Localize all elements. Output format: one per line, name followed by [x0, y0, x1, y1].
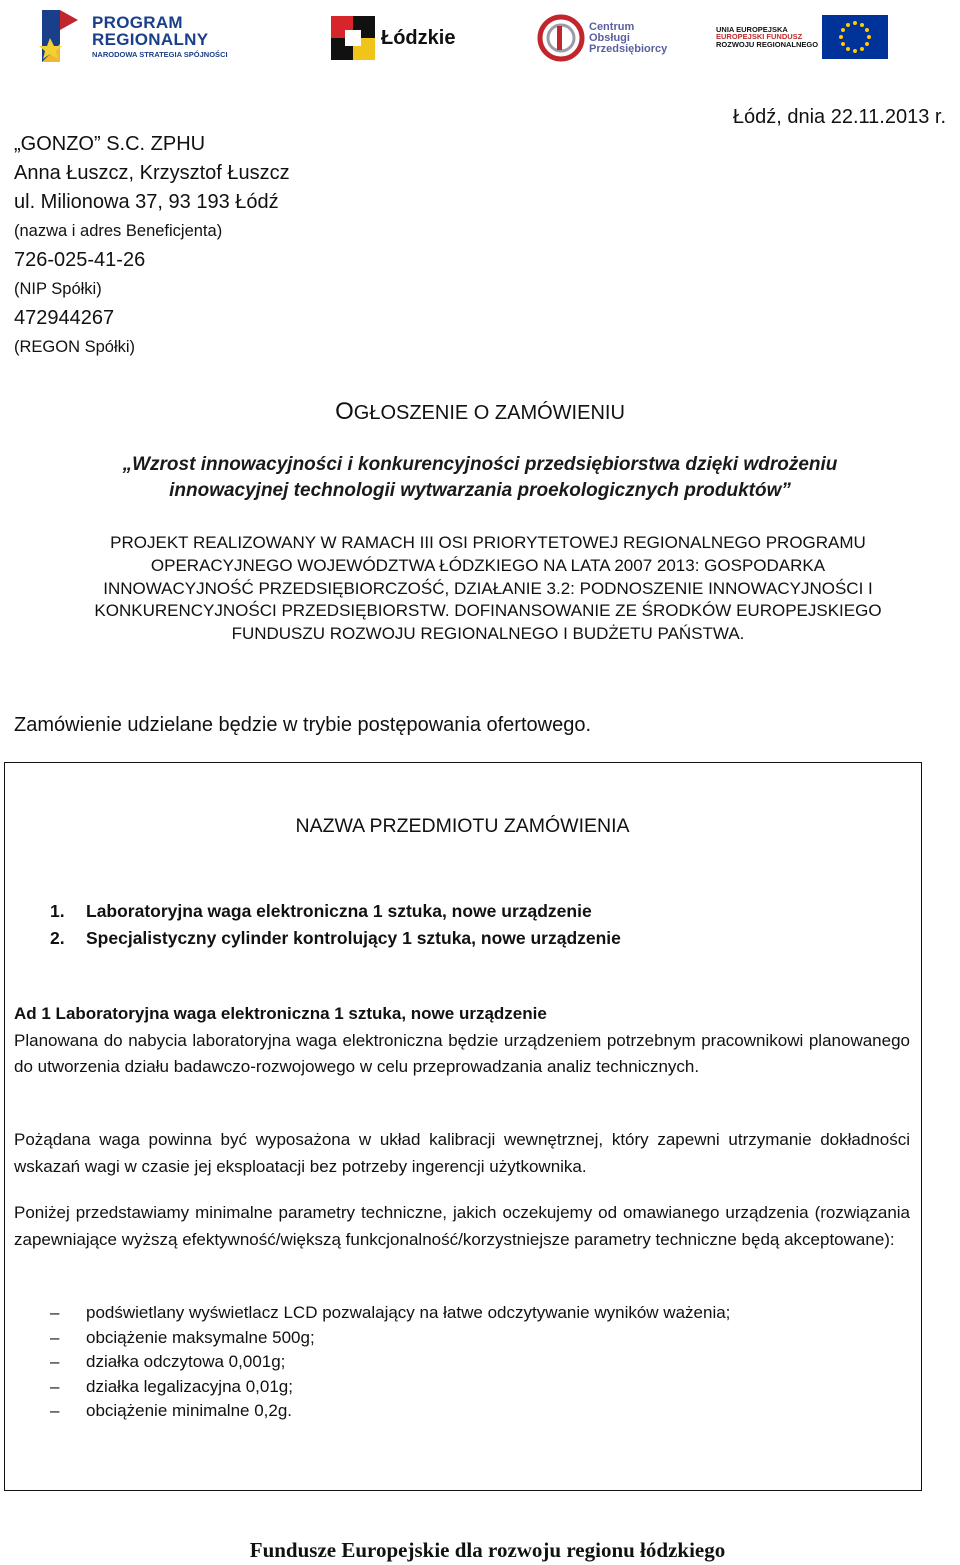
bullet-text: działka odczytowa 0,001g; — [86, 1352, 286, 1372]
order-subject-title: NAZWA PRZEDMIOTU ZAMÓWIENIA — [295, 815, 630, 837]
ad1-section — [14, 1001, 910, 1081]
program-regionalny-line3: NARODOWA STRATEGIA SPÓJNOŚCI — [92, 49, 228, 59]
bullet-dash: – — [50, 1303, 60, 1322]
document-date: Łódź, dnia 22.11.2013 r. — [732, 106, 946, 128]
bullet-text: obciążenie maksymalne 500g; — [86, 1327, 315, 1347]
project-name — [0, 452, 960, 504]
project-info-line1: PROJEKT REALIZOWANY W RAMACH III OSI PRIORYTETOWEJ REGIONALNEGO PROGRAMU — [110, 533, 866, 552]
title-rest: GŁOSZENIE O ZAMÓWIENIU — [353, 402, 625, 424]
ad1-paragraph2: Pożądana waga powinna być wyposażona w układ kalibracji wewnętrznej, który zapewni utrzymanie dokładności wskazań wagi w czasie jej eksploatacji bez potrzeby ingerencji użytkownika. — [14, 1130, 910, 1176]
lodzkie-logo — [331, 16, 455, 60]
address-label: (nazwa i adres Beneficjenta) — [14, 222, 223, 240]
bullet-dash: – — [50, 1376, 60, 1396]
eu-flag-icon — [822, 15, 888, 59]
ad1-heading: Ad 1 Laboratoryjna waga elektroniczna 1 sztuka, nowe urządzenie — [14, 1004, 547, 1023]
order-items-list — [50, 898, 621, 952]
owners-names: Anna Łuszcz, Krzysztof Łuszcz — [14, 162, 290, 184]
ue-logo — [716, 15, 888, 59]
program-regionalny-line2: REGIONALNY — [92, 29, 209, 49]
list-item — [50, 1326, 730, 1351]
lodzkie-emblem-icon — [331, 16, 375, 60]
project-info — [18, 532, 958, 646]
company-name: „GONZO” S.C. ZPHU — [14, 133, 206, 155]
ue-line1: UNIA EUROPEJSKA — [716, 24, 788, 34]
regon-label: (REGON Spółki) — [14, 338, 136, 356]
item-text: Laboratoryjna waga elektroniczna 1 sztuka, nowe urządzenie — [86, 901, 592, 921]
announcement-title — [0, 398, 960, 426]
cop-line1: Centrum — [589, 20, 635, 33]
nip-label: (NIP Spółki) — [14, 280, 102, 298]
list-item — [50, 1350, 730, 1375]
ue-line2: EUROPEJSKI FUNDUSZ — [716, 32, 803, 42]
cop-line3: Przedsiębiorcy — [589, 42, 668, 55]
procedure-mode: Zamówienie udzielane będzie w trybie postępowania ofertowego. — [14, 714, 592, 736]
ad1-paragraph1: Planowana do nabycia laboratoryjna waga elektroniczna będzie urządzeniem potrzebnym pracownikowi planowanego do utworzenia działu badawczo-rozwojowego w celu przeprowadzania analiz technicznych. — [14, 1030, 910, 1076]
logo-bar — [0, 0, 960, 75]
list-item — [50, 925, 621, 952]
title-first-letter: O — [335, 398, 354, 425]
project-name-line2: innowacyjnej technologii wytwarzania proekologicznych produktów” — [169, 480, 791, 501]
ue-line3: ROZWOJU REGIONALNEGO — [716, 39, 819, 49]
parameters-list — [50, 1301, 730, 1424]
lodzkie-text: Łódzkie — [381, 27, 456, 49]
company-address: ul. Milionowa 37, 93 193 Łódź — [14, 191, 279, 213]
regon-number: 472944267 — [14, 307, 115, 329]
bullet-text: podświetlany wyświetlacz LCD pozwalający na łatwe odczytywanie wyników ważenia; — [86, 1303, 731, 1322]
beneficiary-block — [14, 130, 290, 362]
item-number: 2. — [50, 928, 65, 948]
item-text: Specjalistyczny cylinder kontrolujący 1 sztuka, nowe urządzenie — [86, 928, 621, 948]
ad1-paragraph3: Poniżej przedstawiamy minimalne parametry techniczne, jakich oczekujemy od omawianego urządzenia (rozwiązania zapewniające wyższą efektywność/większą funkcjonalność/korzystniejsze parametry techniczne będą akceptowane): — [14, 1203, 910, 1249]
bullet-dash: – — [50, 1401, 60, 1421]
program-regionalny-line1: PROGRAM — [92, 12, 183, 32]
bullet-dash: – — [50, 1327, 60, 1347]
cop-logo — [537, 14, 667, 62]
project-info-line5: FUNDUSZU ROZWOJU REGIONALNEGO I BUDŻETU PAŃSTWA. — [231, 624, 745, 644]
project-info-line2: OPERACYJNEGO WOJEWÓDZTWA ŁÓDZKIEGO NA LATA 2007 2013: GOSPODARKA — [150, 555, 826, 575]
nip-number: 726-025-41-26 — [14, 249, 146, 271]
list-item — [50, 1301, 730, 1326]
project-info-line3: INNOWACYJNOŚĆ PRZEDSIĘBIORCZOŚĆ, DZIAŁANIE 3.2: PODNOSZENIE INNOWACYJNOŚCI I — [103, 578, 873, 598]
list-item — [50, 1399, 730, 1424]
program-regionalny-logo — [38, 4, 228, 68]
project-name-line1: „Wzrost innowacyjności i konkurencyjności przedsiębiorstwa dzięki wdrożeniu — [122, 454, 838, 475]
project-info-line4: KONKURENCYJNOŚCI PRZEDSIĘBIORSTW. DOFINANSOWANIE ZE ŚRODKÓW EUROPEJSKIEGO — [94, 601, 882, 621]
footer-text: Fundusze Europejskie dla rozwoju regionu łódzkiego — [249, 1538, 726, 1562]
bullet-text: obciążenie minimalne 0,2g. — [86, 1401, 293, 1421]
cop-line2: Obsługi — [589, 31, 630, 44]
bullet-dash: – — [50, 1352, 60, 1372]
bullet-text: działka legalizacyjna 0,01g; — [86, 1376, 293, 1396]
program-regionalny-emblem-icon — [38, 4, 84, 68]
cop-emblem-icon — [537, 14, 585, 62]
list-item — [50, 898, 621, 925]
list-item — [50, 1375, 730, 1400]
item-number: 1. — [50, 901, 65, 921]
